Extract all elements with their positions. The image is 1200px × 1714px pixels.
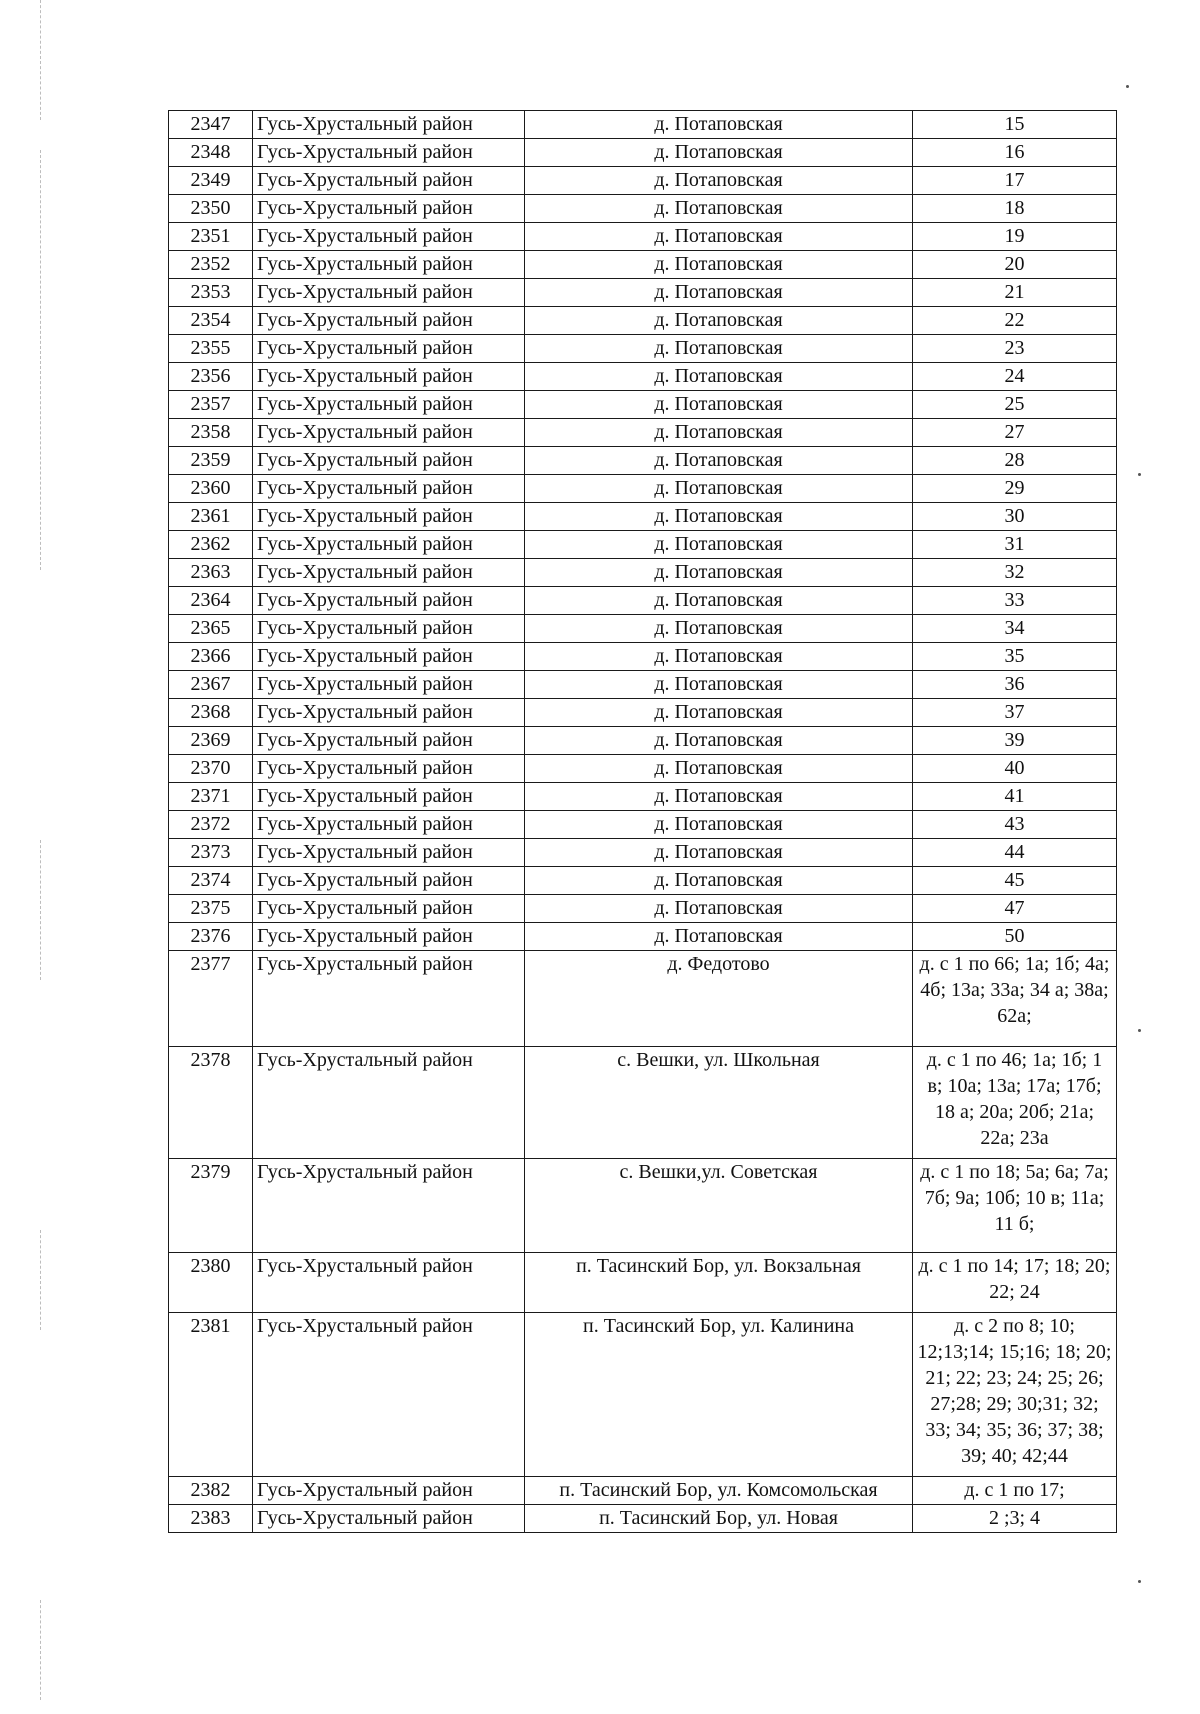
row-number: 2351 <box>169 223 253 251</box>
houses-cell: 41 <box>913 783 1117 811</box>
address-registry-table <box>168 110 1117 1533</box>
table-row <box>169 1159 1117 1253</box>
settlement-cell: д. Потаповская <box>525 223 913 251</box>
district-cell: Гусь-Хрустальный район <box>253 419 525 447</box>
settlement-cell: д. Потаповская <box>525 839 913 867</box>
houses-cell: 44 <box>913 839 1117 867</box>
houses-cell: д. с 1 по 46; 1а; 1б; 1 в; 10а; 13а; 17а; 17б; 18 а; 20а; 20б; 21а; 22а; 23а <box>913 1047 1117 1159</box>
houses-cell: 16 <box>913 139 1117 167</box>
table-row <box>169 839 1117 867</box>
settlement-cell: д. Потаповская <box>525 391 913 419</box>
table-row <box>169 251 1117 279</box>
houses-cell: 39 <box>913 727 1117 755</box>
houses-cell: д. с 1 по 66; 1а; 1б; 4а; 4б; 13а; 33а; 34 а; 38а; 62а; <box>913 951 1117 1047</box>
row-number: 2376 <box>169 923 253 951</box>
settlement-cell: д. Потаповская <box>525 895 913 923</box>
table-row <box>169 447 1117 475</box>
district-cell: Гусь-Хрустальный район <box>253 811 525 839</box>
district-cell: Гусь-Хрустальный район <box>253 139 525 167</box>
row-number: 2362 <box>169 531 253 559</box>
settlement-cell: д. Потаповская <box>525 559 913 587</box>
houses-cell: 21 <box>913 279 1117 307</box>
district-cell: Гусь-Хрустальный район <box>253 923 525 951</box>
houses-cell: 47 <box>913 895 1117 923</box>
settlement-cell: д. Потаповская <box>525 699 913 727</box>
district-cell: Гусь-Хрустальный район <box>253 279 525 307</box>
scan-speck <box>1138 1580 1141 1583</box>
settlement-cell: д. Потаповская <box>525 363 913 391</box>
district-cell: Гусь-Хрустальный район <box>253 251 525 279</box>
houses-cell: 2 ;3; 4 <box>913 1505 1117 1533</box>
table-row <box>169 363 1117 391</box>
table-row <box>169 391 1117 419</box>
settlement-cell: д. Потаповская <box>525 615 913 643</box>
settlement-cell: с. Вешки, ул. Школьная <box>525 1047 913 1159</box>
district-cell: Гусь-Хрустальный район <box>253 1477 525 1505</box>
settlement-cell: п. Тасинский Бор, ул. Комсомольская <box>525 1477 913 1505</box>
settlement-cell: д. Потаповская <box>525 867 913 895</box>
row-number: 2366 <box>169 643 253 671</box>
table-row <box>169 615 1117 643</box>
row-number: 2360 <box>169 475 253 503</box>
row-number: 2354 <box>169 307 253 335</box>
district-cell: Гусь-Хрустальный район <box>253 363 525 391</box>
table-row <box>169 307 1117 335</box>
district-cell: Гусь-Хрустальный район <box>253 307 525 335</box>
table-row <box>169 1313 1117 1477</box>
houses-cell: 43 <box>913 811 1117 839</box>
row-number: 2350 <box>169 195 253 223</box>
row-number: 2381 <box>169 1313 253 1477</box>
scan-edge-mark <box>40 1600 41 1700</box>
district-cell: Гусь-Хрустальный район <box>253 223 525 251</box>
scan-speck <box>1138 1029 1141 1032</box>
district-cell: Гусь-Хрустальный район <box>253 1159 525 1253</box>
houses-cell: 22 <box>913 307 1117 335</box>
table-row <box>169 335 1117 363</box>
houses-cell: 15 <box>913 111 1117 139</box>
district-cell: Гусь-Хрустальный район <box>253 391 525 419</box>
table-row <box>169 419 1117 447</box>
table-row <box>169 279 1117 307</box>
row-number: 2349 <box>169 167 253 195</box>
table-row <box>169 727 1117 755</box>
table-row <box>169 503 1117 531</box>
table-row <box>169 195 1117 223</box>
houses-cell: 27 <box>913 419 1117 447</box>
row-number: 2368 <box>169 699 253 727</box>
table-row <box>169 895 1117 923</box>
row-number: 2374 <box>169 867 253 895</box>
settlement-cell: п. Тасинский Бор, ул. Калинина <box>525 1313 913 1477</box>
scan-edge-mark <box>40 0 41 120</box>
settlement-cell: д. Потаповская <box>525 475 913 503</box>
settlement-cell: д. Федотово <box>525 951 913 1047</box>
houses-cell: д. с 1 по 14; 17; 18; 20; 22; 24 <box>913 1253 1117 1313</box>
table-row <box>169 223 1117 251</box>
settlement-cell: д. Потаповская <box>525 531 913 559</box>
scan-edge-mark <box>40 1230 41 1330</box>
district-cell: Гусь-Хрустальный район <box>253 503 525 531</box>
row-number: 2377 <box>169 951 253 1047</box>
row-number: 2347 <box>169 111 253 139</box>
scan-speck <box>1126 85 1129 88</box>
settlement-cell: д. Потаповская <box>525 111 913 139</box>
district-cell: Гусь-Хрустальный район <box>253 335 525 363</box>
houses-cell: 20 <box>913 251 1117 279</box>
district-cell: Гусь-Хрустальный район <box>253 111 525 139</box>
settlement-cell: д. Потаповская <box>525 503 913 531</box>
district-cell: Гусь-Хрустальный район <box>253 475 525 503</box>
settlement-cell: п. Тасинский Бор, ул. Новая <box>525 1505 913 1533</box>
settlement-cell: д. Потаповская <box>525 447 913 475</box>
houses-cell: 24 <box>913 363 1117 391</box>
district-cell: Гусь-Хрустальный район <box>253 895 525 923</box>
district-cell: Гусь-Хрустальный район <box>253 1313 525 1477</box>
row-number: 2372 <box>169 811 253 839</box>
table-row <box>169 811 1117 839</box>
district-cell: Гусь-Хрустальный район <box>253 195 525 223</box>
table-row <box>169 139 1117 167</box>
district-cell: Гусь-Хрустальный район <box>253 1047 525 1159</box>
settlement-cell: д. Потаповская <box>525 923 913 951</box>
settlement-cell: д. Потаповская <box>525 139 913 167</box>
table-row <box>169 783 1117 811</box>
houses-cell: д. с 1 по 17; <box>913 1477 1117 1505</box>
row-number: 2359 <box>169 447 253 475</box>
settlement-cell: д. Потаповская <box>525 671 913 699</box>
row-number: 2382 <box>169 1477 253 1505</box>
houses-cell: 37 <box>913 699 1117 727</box>
houses-cell: д. с 2 по 8; 10; 12;13;14; 15;16; 18; 20; 21; 22; 23; 24; 25; 26; 27;28; 29; 30;31; 32; 33; 34; 35; 36; 37; 38; 39; 40; 42;44 <box>913 1313 1117 1477</box>
settlement-cell: п. Тасинский Бор, ул. Вокзальная <box>525 1253 913 1313</box>
row-number: 2375 <box>169 895 253 923</box>
table-row <box>169 923 1117 951</box>
row-number: 2373 <box>169 839 253 867</box>
district-cell: Гусь-Хрустальный район <box>253 447 525 475</box>
settlement-cell: д. Потаповская <box>525 335 913 363</box>
table-row <box>169 867 1117 895</box>
table-row <box>169 167 1117 195</box>
district-cell: Гусь-Хрустальный район <box>253 1253 525 1313</box>
table-row <box>169 559 1117 587</box>
district-cell: Гусь-Хрустальный район <box>253 839 525 867</box>
table-row <box>169 1505 1117 1533</box>
houses-cell: 19 <box>913 223 1117 251</box>
district-cell: Гусь-Хрустальный район <box>253 587 525 615</box>
settlement-cell: д. Потаповская <box>525 307 913 335</box>
houses-cell: 35 <box>913 643 1117 671</box>
settlement-cell: д. Потаповская <box>525 251 913 279</box>
row-number: 2348 <box>169 139 253 167</box>
row-number: 2379 <box>169 1159 253 1253</box>
district-cell: Гусь-Хрустальный район <box>253 1505 525 1533</box>
settlement-cell: д. Потаповская <box>525 643 913 671</box>
row-number: 2361 <box>169 503 253 531</box>
row-number: 2353 <box>169 279 253 307</box>
houses-cell: 25 <box>913 391 1117 419</box>
houses-cell: 31 <box>913 531 1117 559</box>
scan-speck <box>1138 473 1141 476</box>
houses-cell: 50 <box>913 923 1117 951</box>
district-cell: Гусь-Хрустальный район <box>253 699 525 727</box>
table-row <box>169 1253 1117 1313</box>
houses-cell: 30 <box>913 503 1117 531</box>
district-cell: Гусь-Хрустальный район <box>253 643 525 671</box>
row-number: 2378 <box>169 1047 253 1159</box>
houses-cell: 32 <box>913 559 1117 587</box>
row-number: 2352 <box>169 251 253 279</box>
settlement-cell: д. Потаповская <box>525 783 913 811</box>
district-cell: Гусь-Хрустальный район <box>253 167 525 195</box>
table-body <box>169 111 1117 1533</box>
settlement-cell: д. Потаповская <box>525 727 913 755</box>
table-row <box>169 671 1117 699</box>
houses-cell: 23 <box>913 335 1117 363</box>
houses-cell: 36 <box>913 671 1117 699</box>
settlement-cell: д. Потаповская <box>525 279 913 307</box>
settlement-cell: д. Потаповская <box>525 195 913 223</box>
houses-cell: 40 <box>913 755 1117 783</box>
row-number: 2356 <box>169 363 253 391</box>
district-cell: Гусь-Хрустальный район <box>253 951 525 1047</box>
table-row <box>169 951 1117 1047</box>
settlement-cell: д. Потаповская <box>525 811 913 839</box>
row-number: 2380 <box>169 1253 253 1313</box>
table-row <box>169 111 1117 139</box>
row-number: 2383 <box>169 1505 253 1533</box>
district-cell: Гусь-Хрустальный район <box>253 783 525 811</box>
district-cell: Гусь-Хрустальный район <box>253 671 525 699</box>
settlement-cell: д. Потаповская <box>525 755 913 783</box>
table-row <box>169 531 1117 559</box>
table-row <box>169 587 1117 615</box>
row-number: 2367 <box>169 671 253 699</box>
district-cell: Гусь-Хрустальный район <box>253 755 525 783</box>
houses-cell: 45 <box>913 867 1117 895</box>
settlement-cell: с. Вешки,ул. Советская <box>525 1159 913 1253</box>
row-number: 2358 <box>169 419 253 447</box>
row-number: 2371 <box>169 783 253 811</box>
houses-cell: 29 <box>913 475 1117 503</box>
houses-cell: 33 <box>913 587 1117 615</box>
houses-cell: 28 <box>913 447 1117 475</box>
row-number: 2370 <box>169 755 253 783</box>
houses-cell: д. с 1 по 18; 5а; 6а; 7а; 7б; 9а; 10б; 10 в; 11а; 11 б; <box>913 1159 1117 1253</box>
scan-edge-mark <box>40 150 41 570</box>
table-row <box>169 1477 1117 1505</box>
row-number: 2355 <box>169 335 253 363</box>
row-number: 2363 <box>169 559 253 587</box>
row-number: 2365 <box>169 615 253 643</box>
houses-cell: 34 <box>913 615 1117 643</box>
district-cell: Гусь-Хрустальный район <box>253 727 525 755</box>
district-cell: Гусь-Хрустальный район <box>253 867 525 895</box>
settlement-cell: д. Потаповская <box>525 587 913 615</box>
table-row <box>169 1047 1117 1159</box>
district-cell: Гусь-Хрустальный район <box>253 559 525 587</box>
row-number: 2357 <box>169 391 253 419</box>
settlement-cell: д. Потаповская <box>525 419 913 447</box>
houses-cell: 17 <box>913 167 1117 195</box>
scan-edge-mark <box>40 840 41 980</box>
table-row <box>169 699 1117 727</box>
houses-cell: 18 <box>913 195 1117 223</box>
table-row <box>169 755 1117 783</box>
row-number: 2369 <box>169 727 253 755</box>
settlement-cell: д. Потаповская <box>525 167 913 195</box>
row-number: 2364 <box>169 587 253 615</box>
district-cell: Гусь-Хрустальный район <box>253 615 525 643</box>
table-row <box>169 475 1117 503</box>
table-row <box>169 643 1117 671</box>
district-cell: Гусь-Хрустальный район <box>253 531 525 559</box>
